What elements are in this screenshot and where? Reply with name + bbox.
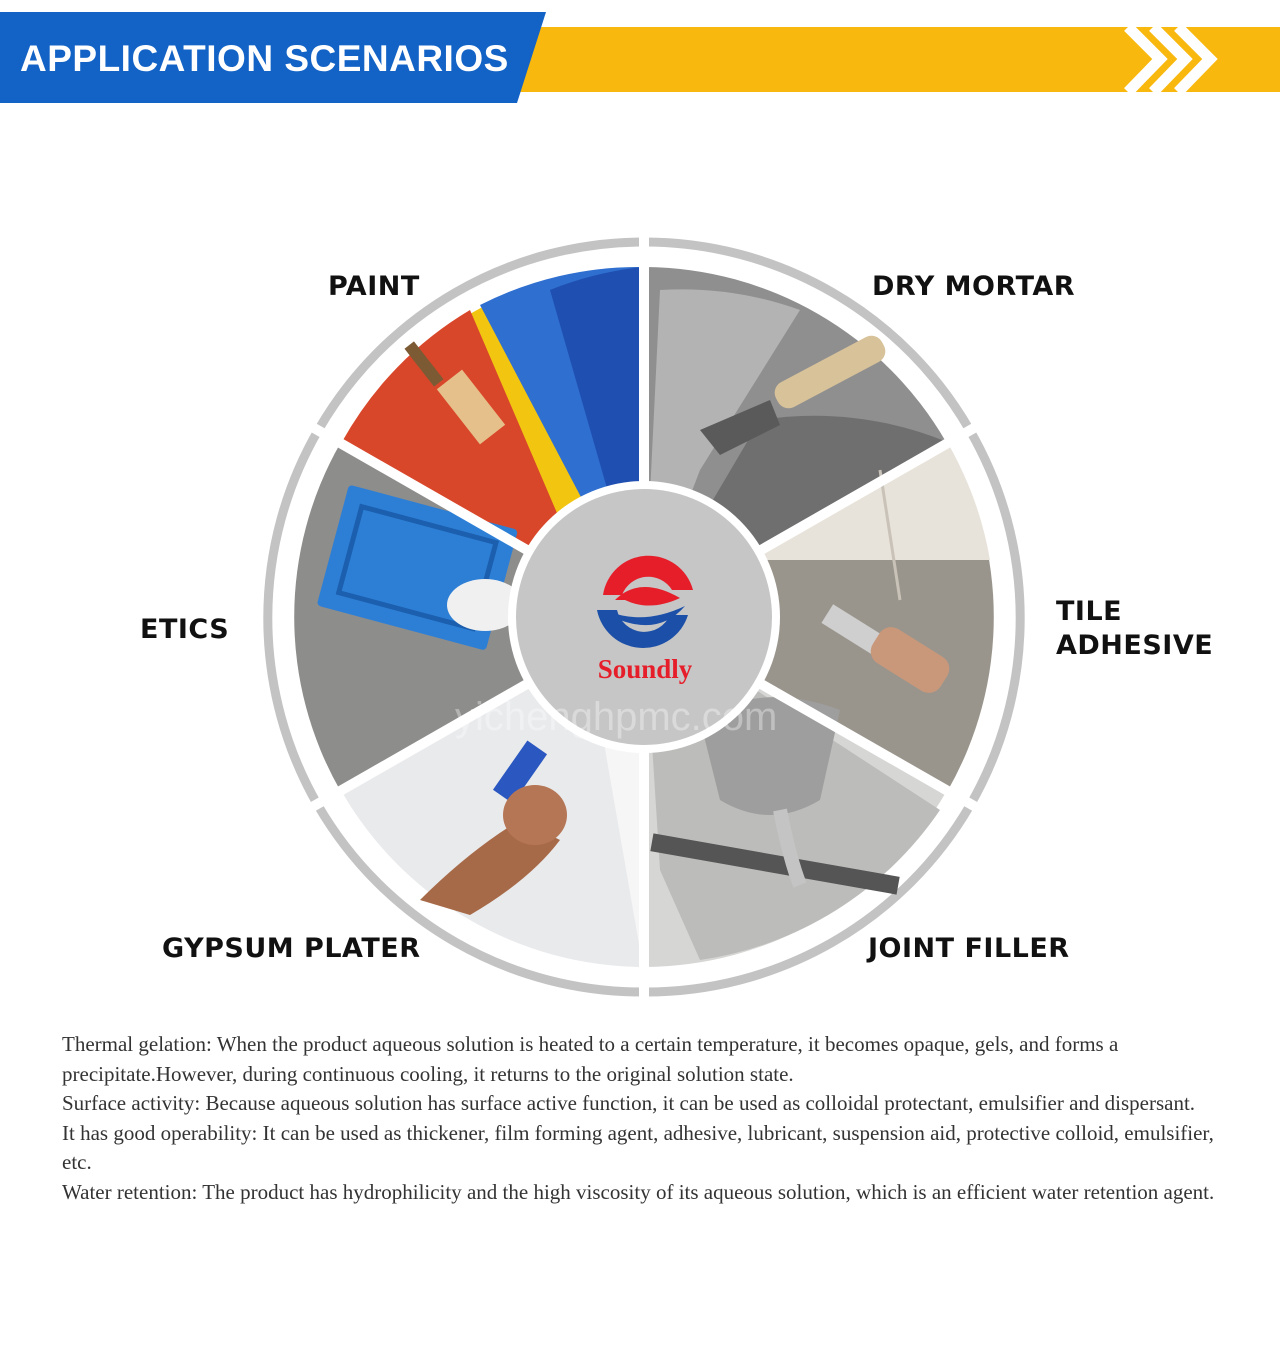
description-operability: It has good operability: It can be used as thickener, film forming agent, adhesive, lubricant, suspension aid, protective colloid, emulsifier, etc. <box>62 1120 1214 1175</box>
brand-name: Soundly <box>597 654 693 684</box>
label-paint: PAINT <box>328 271 420 302</box>
label-dry-mortar: DRY MORTAR <box>872 271 1076 302</box>
description-surface-activity: Surface activity: Because aqueous solution has surface active function, it can be used as colloidal protectant, emulsifier and dispersant. <box>62 1091 1196 1116</box>
label-etics: ETICS <box>140 614 230 645</box>
label-tile-line1: TILE <box>1056 596 1123 627</box>
label-tile-line2: ADHESIVE <box>1056 630 1214 661</box>
label-gypsum-plater: GYPSUM PLATER <box>162 933 421 964</box>
watermark: yichenghpmc.com <box>455 695 778 739</box>
label-joint-filler: JOINT FILLER <box>868 933 1070 964</box>
description <box>62 1030 1227 1208</box>
page-title: APPLICATION SCENARIOS <box>20 38 509 79</box>
label-tile-adhesive <box>1056 595 1213 663</box>
description-water-retention: Water retention: The product has hydrophilicity and the high viscosity of its aqueous solution, which is an efficient water retention agent. <box>62 1179 1215 1204</box>
description-thermal-gelation: Thermal gelation: When the product aqueous solution is heated to a certain temperature, it becomes opaque, gels, and forms a precipitate.However, during continuous cooling, it returns to the original solution state. <box>62 1032 1119 1086</box>
